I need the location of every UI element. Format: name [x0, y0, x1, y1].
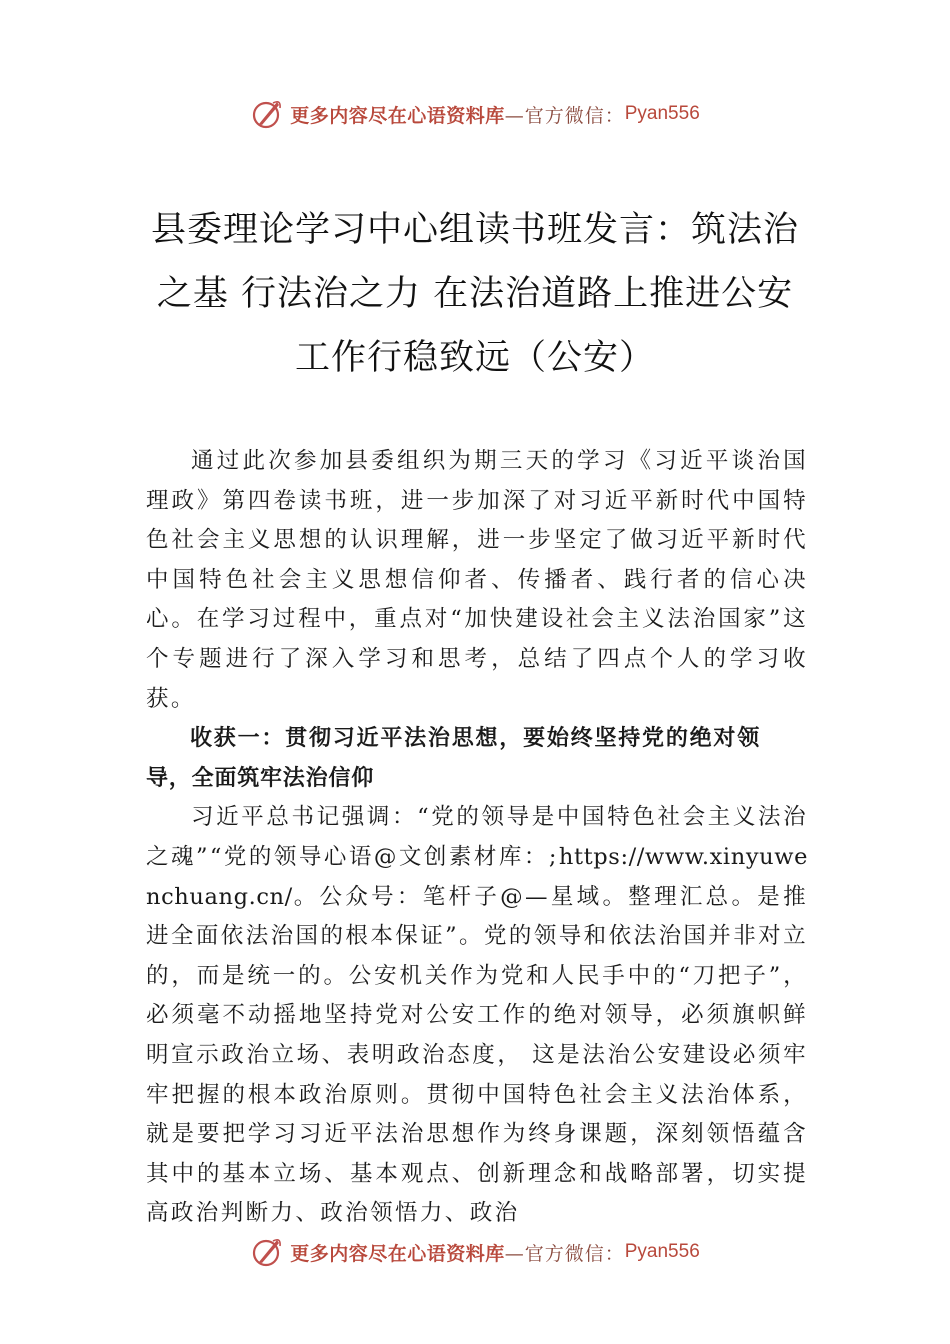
intro-paragraph: 通过此次参加县委组织为期三天的学习《习近平谈治国理政》第四卷读书班，进一步加深了对习近平新时代中国特色社会主义思想的认识理解，进一步坚定了做习近平新时代中国特色社会主义思想信仰者、传播者、践行者的信心决心。在学习过程中，重点对“加快建设社会主义法治国家”这个专题进行了深入学习和思考，总结了四点个人的学习收获。 [146, 448, 808, 712]
watermark-wechat-id: Pyan556 [624, 103, 700, 124]
watermark-text: 更多内容尽在心语资料库 [290, 1242, 505, 1265]
watermark-label: —官方微信： [504, 104, 625, 127]
watermark-text: 更多内容尽在心语资料库 [290, 104, 505, 127]
section-heading-1: 收获一：贯彻习近平法治思想，要始终坚持党的绝对领导，全面筑牢法治信仰 [146, 726, 760, 791]
quill-logo-icon [250, 97, 284, 131]
document-title: 县委理论学习中心组读书班发言：筑法治之基 行法治之力 在法治道路上推进公安工作行稳致远（公安） [150, 210, 799, 378]
watermark-label: —官方微信： [504, 1242, 625, 1265]
quill-logo-icon [250, 1235, 284, 1269]
source-url-link[interactable]: https://www.xinyuwenchuang.cn/ [146, 843, 808, 910]
section-1-paragraph [146, 798, 808, 1234]
section-1-text-b: 。公众号：笔杆子@—星域。整理汇总。是推进全面依法治国的根本保证”。党的领导和依法治国并非对立的，而是统一的。公安机关作为党和人民手中的“刀把子”，必须毫不动摇地坚持党对公安工作的绝对领导，必须旗帜鲜明宣示政治立场、表明政治态度， 这是法治公安建设必须牢牢把握的根本政治原则。贯彻中国特色社会主义法治体系，就是要把学习习近平法治思想作为终身课题，深刻领悟蕴含其中的基本立场、基本观点、创新理念和战略部署，切实提高政治判断力、政治领悟力、政治 [146, 883, 808, 1227]
section-1-text-a: 习近平总书记强调：“党的领导是中国特色社会主义法治之魂”“党的领导心语@文创素材库：; [146, 804, 808, 870]
watermark-banner-top [0, 94, 950, 134]
watermark-banner-bottom [0, 1232, 950, 1272]
document-body [146, 442, 808, 1234]
watermark-wechat-id: Pyan556 [624, 1241, 700, 1262]
